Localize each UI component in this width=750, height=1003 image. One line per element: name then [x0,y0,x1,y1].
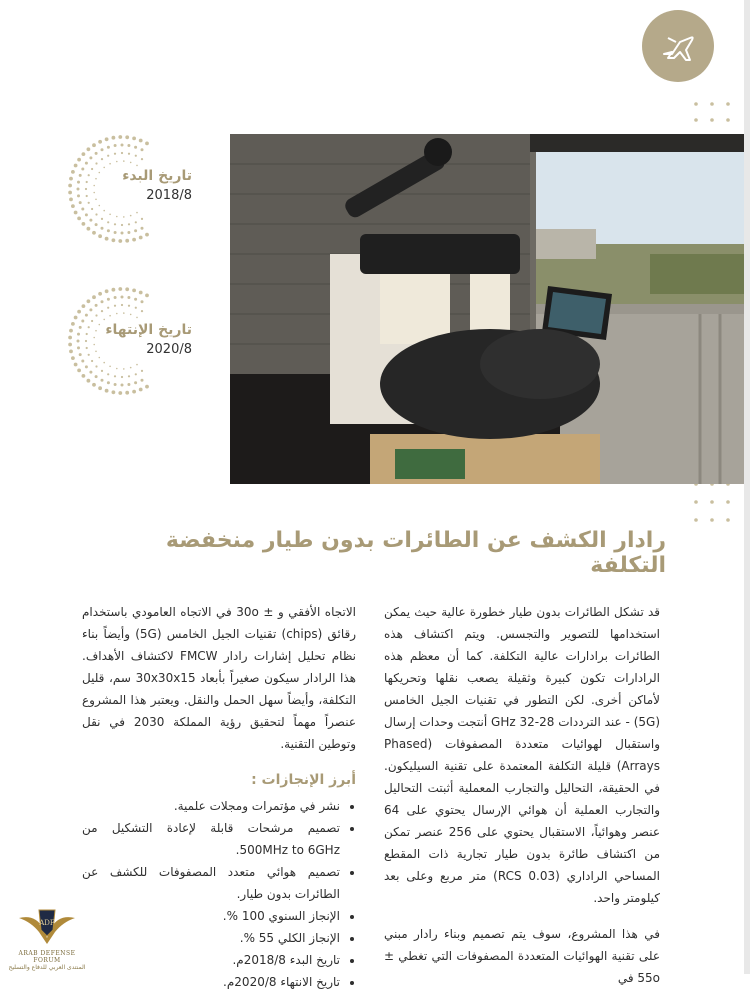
eagle-emblem-icon [17,908,77,946]
body-paragraph: قد تشكل الطائرات بدون طيار خطورة عالية حيث يمكن استخدامها للتصوير والتجسس. ويتم اكتشاف هذه الطائرات برادارات عالية التكلفة. كما أن معظم هذه الرادارات تكون كبيرة وثقيلة يصعب نقلها وتحريكها لأماكن أخرى. لكن التطور في تقنيات الجيل الخامس (5G) - عند الترددات 28-32 GHz أنتجت وحدات إرسال واستقبال لهوائيات متعددة المصفوفات (Phased Arrays) قليلة التكلفة المعتمدة على تقنية السيليكون. في الحقيقة، التحاليل والتجارب المعملية أثبتت التحاليل والتجارب العملية أن هوائي الإرسال يحتوي على 64 عنصر وهوائياً، الاستقبال يحتوي على 256 عنصر تمكن من اكتشاف طائرة بدون طيار تجارية ذات المقطع المساحي الراداري (RCS 0.03) متر مربع وعلى بعد كيلومتر واحد. [384,605,661,905]
end-date-label: تاريخ الإنتهاء [105,322,192,338]
watermark-subtitle: المنتدى العربي للدفاع والتسليح [8,964,86,971]
dot-ring-decoration [64,282,192,400]
watermark-logo [4,908,90,974]
achievements-list [82,795,356,993]
body-column-left [82,601,356,993]
achievement-item: • تصميم مرشحات قابلة لإعادة التشكيل من 500MHz to 6GHz. [82,817,340,861]
airplane-icon [656,24,700,68]
achievement-item: • تاريخ البدء 2018/8م. [82,949,340,971]
radar-prototype-photo [230,134,744,484]
dot-grid-bottom [692,480,740,528]
svg-text:ADF: ADF [39,919,55,927]
achievement-item: • نشر في مؤتمرات ومجلات علمية. [82,795,340,817]
achievement-item: • تصميم هوائي متعدد المصفوفات للكشف عن الطائرات بدون طيار. [82,861,340,905]
page-edge [744,0,750,974]
airplane-badge [642,10,714,82]
body-column-right [384,601,660,1003]
body-paragraph: في هذا المشروع، سوف يتم تصميم وبناء رادار مبني على تقنية الهوائيات المتعددة المصفوفات التي تغطي ± 55o في [384,927,660,985]
body-paragraph: الاتجاه الأفقي و ± 30o في الاتجاه العامودي باستخدام رقائق (chips) تقنيات الجيل الخامس (5G) وأيضاً بناء نظام تحليل إشارات رادار FMCW لاكتشاف الأهداف. هذا الرادار سيكون صغيراً بأبعاد 30x30x15 سم، قليل التكلفة، وأيضاً سهل الحمل والنقل. ويعتبر هذا المشروع عنصراً مهماً لتحقيق رؤية المملكة 2030 في نقل وتوطين التقنية. [82,605,357,751]
start-date-label: تاريخ البدء [122,168,192,184]
end-date-block [64,282,192,400]
start-date-value: 2018/8 [146,188,192,203]
achievement-item: • الإنجاز السنوي 100 %. [82,905,340,927]
page-title: رادار الكشف عن الطائرات بدون طيار منخفضة التكلفة [165,528,666,578]
achievement-item: • تاريخ الانتهاء 2020/8م. [82,971,340,993]
start-date-block [64,130,192,248]
watermark-name: ARAB DEFENSE FORUM [18,950,76,964]
achievement-item: • الإنجاز الكلي 55 %. [82,927,340,949]
achievements-title: أبرز الإنجازات : [251,772,356,788]
end-date-value: 2020/8 [146,342,192,357]
